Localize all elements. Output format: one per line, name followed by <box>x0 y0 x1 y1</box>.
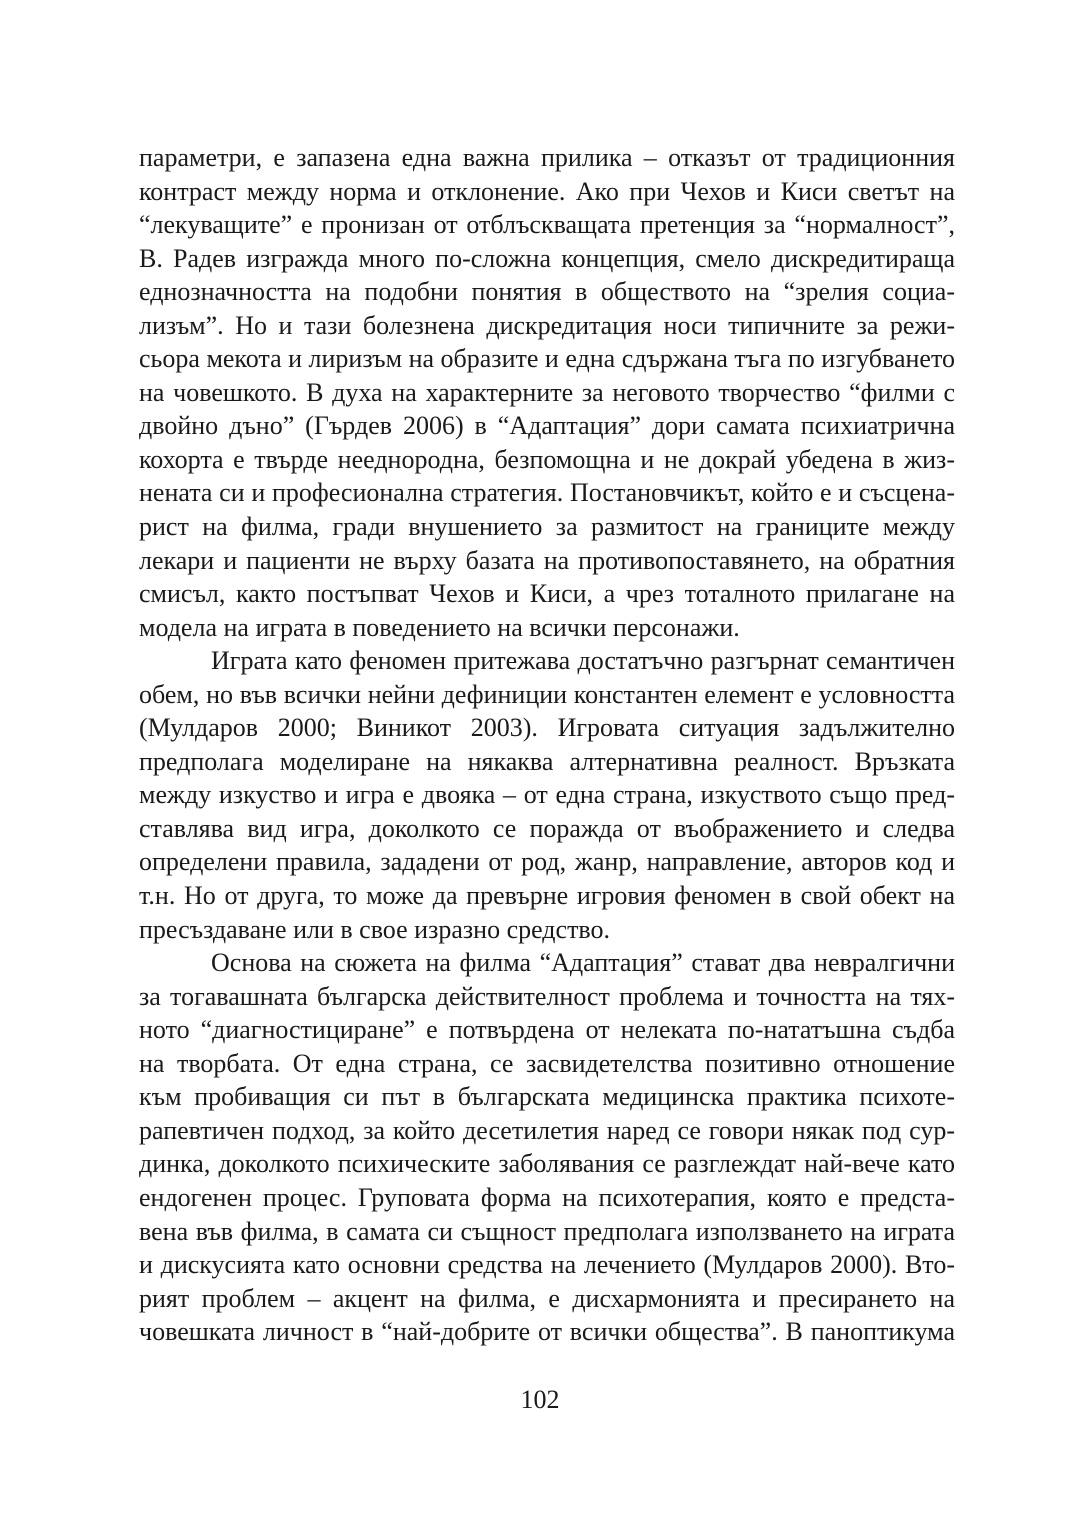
text-line: определени правила, зададени от род, жанр, направление, авторов код и <box>139 847 955 877</box>
paragraph <box>139 946 955 1349</box>
text-line: параметри, е запазена една важна прилика – отказът от традиционния <box>139 143 955 172</box>
body-text <box>139 141 955 1349</box>
text-line: лизъм”. Но и тази болезнена дискредитация носи типичните за режи- <box>139 310 955 340</box>
text-line: между изкуство и игра е двояка – от една страна, изкуството също пред- <box>139 780 955 810</box>
text-line: модела на играта в поведението на всички персонажи. <box>139 612 740 642</box>
text-line: рист на филма, гради внушението за размитост на границите между <box>139 512 955 542</box>
text-line: ното “диагностициране” е потвърдена от нелеката по-нататъшна съдба <box>139 1015 955 1045</box>
text-line: вена във филма, в самата си същност предполага използването на играта <box>139 1216 955 1246</box>
text-line: пресъздаване или в свое изразно средство. <box>139 914 611 944</box>
text-line: “лекуващите” е пронизан от отблъскващата претенция за “нормалност”, <box>139 210 955 240</box>
text-line: обем, но във всички нейни дефиниции константен елемент е условността <box>139 679 955 709</box>
paragraph <box>139 644 955 946</box>
text-line: на човешкото. В духа на характерните за неговото творчество “филми с <box>139 377 955 407</box>
text-line: рият проблем – акцент на филма, е дисхармонията и пресирането на <box>139 1283 955 1313</box>
paragraph <box>139 141 955 644</box>
text-line: предполага моделиране на някаква алтернативна реалност. Връзката <box>139 746 955 776</box>
text-line: лекари и пациенти не върху базата на противопоставянето, на обратния <box>139 545 955 575</box>
text-line: Играта като феномен притежава достатъчно разгърнат семантичен <box>211 646 955 676</box>
text-line: ставлява вид игра, доколкото се поражда от въображението и следва <box>139 813 955 843</box>
text-line: нената си и професионална стратегия. Постановчикът, който е и съсцена- <box>139 478 955 508</box>
text-line: двойно дъно” (Гърдев 2006) в “Адаптация” дори самата психиатрична <box>139 411 955 441</box>
text-line: (Мулдаров 2000; Виникот 2003). Игровата ситуация задължително <box>139 713 955 743</box>
text-line: контраст между норма и отклонение. Ако при Чехов и Киси светът на <box>139 176 955 206</box>
text-line: динка, доколкото психическите заболявания се разглеждат най-вече като <box>139 1149 955 1179</box>
text-line: Основа на сюжета на филма “Адаптация” стават два невралгични <box>211 948 955 978</box>
text-line: човешката личност в “най-добрите от всички общества”. В паноптикума <box>139 1317 955 1347</box>
text-line: т.н. Но от друга, то може да превърне игровия феномен в свой обект на <box>139 881 955 911</box>
text-line: В. Радев изгражда много по-сложна концепция, смело дискредитираща <box>139 243 955 273</box>
page-number: 102 <box>520 1385 560 1414</box>
text-line: за тогавашната българска действителност проблема и точността на тях- <box>139 981 955 1011</box>
text-line: кохорта е твърде нееднородна, безпомощна и не докрай убедена в жиз- <box>139 444 955 474</box>
text-line: еднозначността на подобни понятия в обществото на “зрелия социа- <box>139 277 955 307</box>
text-line: сьора мекота и лиризъм на образите и една сдържана тъга по изгубването <box>139 344 955 374</box>
text-line: към пробиващия си път в българската медицинска практика психоте- <box>139 1082 955 1112</box>
text-line: и дискусията като основни средства на лечението (Мулдаров 2000). Вто- <box>139 1250 955 1280</box>
text-line: рапевтичен подход, за който десетилетия наред се говори някак под сур- <box>139 1115 955 1145</box>
text-line: на творбата. От една страна, се засвидетелства позитивно отношение <box>139 1048 955 1078</box>
text-line: смисъл, както постъпват Чехов и Киси, а чрез тоталното прилагане на <box>139 579 955 609</box>
text-line: ендогенен процес. Груповата форма на психотерапия, която е предста- <box>139 1182 955 1212</box>
